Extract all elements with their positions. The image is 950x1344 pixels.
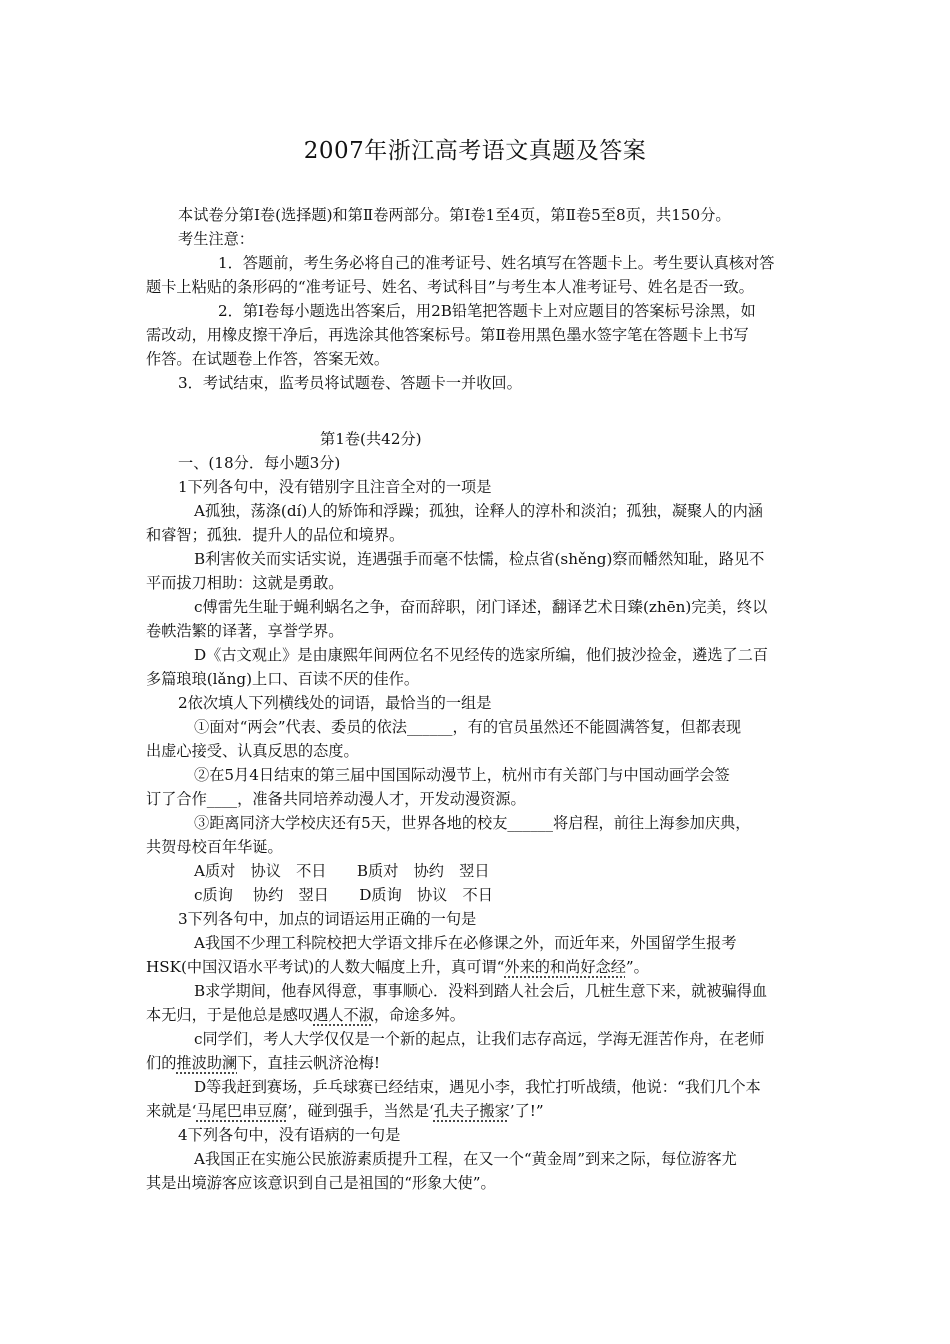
notice-heading: 考生注意： [178,230,254,248]
notice-1-line-2: 题卡上粘贴的条形码的“准考证号、姓名、考试科目”与考生本人准考证号、姓名是否一致。 [146,278,754,296]
text-run: HSK(中国汉语水平考试)的人数大幅度上升，真可谓“ [146,958,505,976]
dotted-phrase: 马尾巴串豆腐 [196,1102,288,1120]
dotted-phrase: 外来的和尚好念经 [504,958,626,976]
question-3-option-b-line-2 [146,1003,465,1027]
question-1-option-c-line-2: 卷帙浩繁的译著，享誉学界。 [146,622,344,640]
intro-line: 本试卷分第Ⅰ卷(选择题)和第Ⅱ卷两部分。第Ⅰ卷1至4页，第Ⅱ卷5至8页，共150分。 [178,206,731,224]
part-heading: 一、(18分．每小题3分) [178,454,341,472]
question-2-sentence-2-line-2: 订了合作____，准备共同培养动漫人才，开发动漫资源。 [146,790,526,808]
question-4-option-a-line-1: A我国正在实施公民旅游素质提升工程，在又一个“黄金周”到来之际，每位游客尤 [194,1150,737,1168]
dotted-phrase: 推波助澜 [176,1054,238,1072]
question-2-sentence-1-line-2: 出虚心接受、认真反思的态度。 [146,742,359,760]
question-3-option-a-line-1: A我国不少理工科院校把大学语文排斥在必修课之外，而近年来，外国留学生报考 [194,934,737,952]
question-3-option-c-line-2 [146,1051,380,1075]
question-1-option-b-line-2: 平而拔刀相助：这就是勇敢。 [146,574,344,592]
question-1-option-c-line-1: c傅雷先生耻于蝇利蜗名之争，奋而辞职，闭门译述，翻译艺术日臻(zhēn)完美，终以 [194,598,768,616]
question-1-option-b-line-1: B利害攸关而实话实说，连遇强手而毫不怯懦，检点省(shěng)察而幡然知耻，路见不 [194,550,765,568]
text-run: 来就是‘ [146,1102,197,1120]
dotted-phrase: 孔夫子搬家 [433,1102,510,1120]
text-run: ’，碰到强手，当然是‘ [287,1102,434,1120]
question-4-option-a-line-2: 其是出境游客应该意识到自己是祖国的“形象大使”。 [146,1174,496,1192]
text-run: ”。 [625,958,649,976]
question-3-stem: 3下列各句中，加点的词语运用正确的一句是 [178,910,477,928]
question-3-option-d-line-2 [146,1099,544,1123]
question-2-options-cd: c质询 协约 翌日 D质询 协议 不日 [194,886,493,904]
question-3-option-a-line-2 [146,955,649,979]
question-2-sentence-2-line-1: ②在5月4日结束的第三届中国国际动漫节上，杭州市有关部门与中国动画学会签 [194,766,730,784]
text-run: 下，直挂云帆济沧梅! [237,1054,380,1072]
question-2-sentence-1-line-1: ①面对“两会”代表、委员的依法______，有的官员虽然还不能圆满答复，但都表现 [194,718,742,736]
question-2-sentence-3-line-1: ③距离同济大学校庆还有5天，世界各地的校友______将启程，前往上海参加庆典， [194,814,751,832]
text-run: ’了!” [509,1102,544,1120]
question-2-sentence-3-line-2: 共贺母校百年华诞。 [146,838,283,856]
notice-3: 3．考试结束，监考员将试题卷、答题卡一并收回。 [178,374,522,392]
question-3-option-b-line-1: B求学期间，他春风得意，事事顺心．没料到踏人社会后，几桩生意下来，就被骗得血 [194,982,768,1000]
notice-2-line-2: 需改动，用橡皮擦干净后，再选涂其他答案标号。第Ⅱ卷用黑色墨水签字笔在答题卡上书写 [146,326,749,344]
text-run: ，命途多舛。 [373,1006,465,1024]
question-4-stem: 4下列各句中，没有语病的一句是 [178,1126,401,1144]
question-1-stem: 1下列各句中，没有错别字且注音全对的一项是 [178,478,492,496]
question-2-stem: 2依次填人下列横线处的词语，最恰当的一组是 [178,694,492,712]
notice-1-line-1: 1．答题前，考生务必将自己的准考证号、姓名填写在答题卡上。考生要认真核对答 [218,254,775,272]
text-run: 们的 [146,1054,177,1072]
notice-2-line-3: 作答。在试题卷上作答，答案无效。 [146,350,389,368]
question-1-option-d-line-2: 多篇琅琅(lǎng)上口、百读不厌的佳作。 [146,670,420,688]
question-1-option-d-line-1: D《古文观止》是由康熙年间两位名不见经传的选家所编，他们披沙捡金，遴选了二百 [194,646,769,664]
text-run: 本无归，于是他总是感叹 [146,1006,314,1024]
question-1-option-a-line-2: 和睿智；孤独．提升人的品位和境界。 [146,526,405,544]
section-heading: 第1卷(共42分) [320,430,422,448]
question-1-option-a-line-1: A孤独，荡涤(dí)人的矫饰和浮躁；孤独，诠释人的淳朴和淡泊；孤独，凝聚人的内涵 [194,502,763,520]
question-3-option-d-line-1: D等我赶到赛场，乒乓球赛已经结束，遇见小李，我忙打听战绩，他说：“我们几个本 [194,1078,761,1096]
question-3-option-c-line-1: c同学们，考人大学仅仅是一个新的起点，让我们志存高远，学海无涯苦作舟，在老师 [194,1030,765,1048]
question-2-options-ab: A质对 协议 不日 B质对 协约 翌日 [194,862,490,880]
notice-2-line-1: 2．第Ⅰ卷每小题选出答案后，用2B铅笔把答题卡上对应题目的答案标号涂黑，如 [218,302,756,320]
dotted-phrase: 遇人不淑 [313,1006,374,1024]
page-title: 2007年浙江高考语文真题及答案 [303,138,647,164]
